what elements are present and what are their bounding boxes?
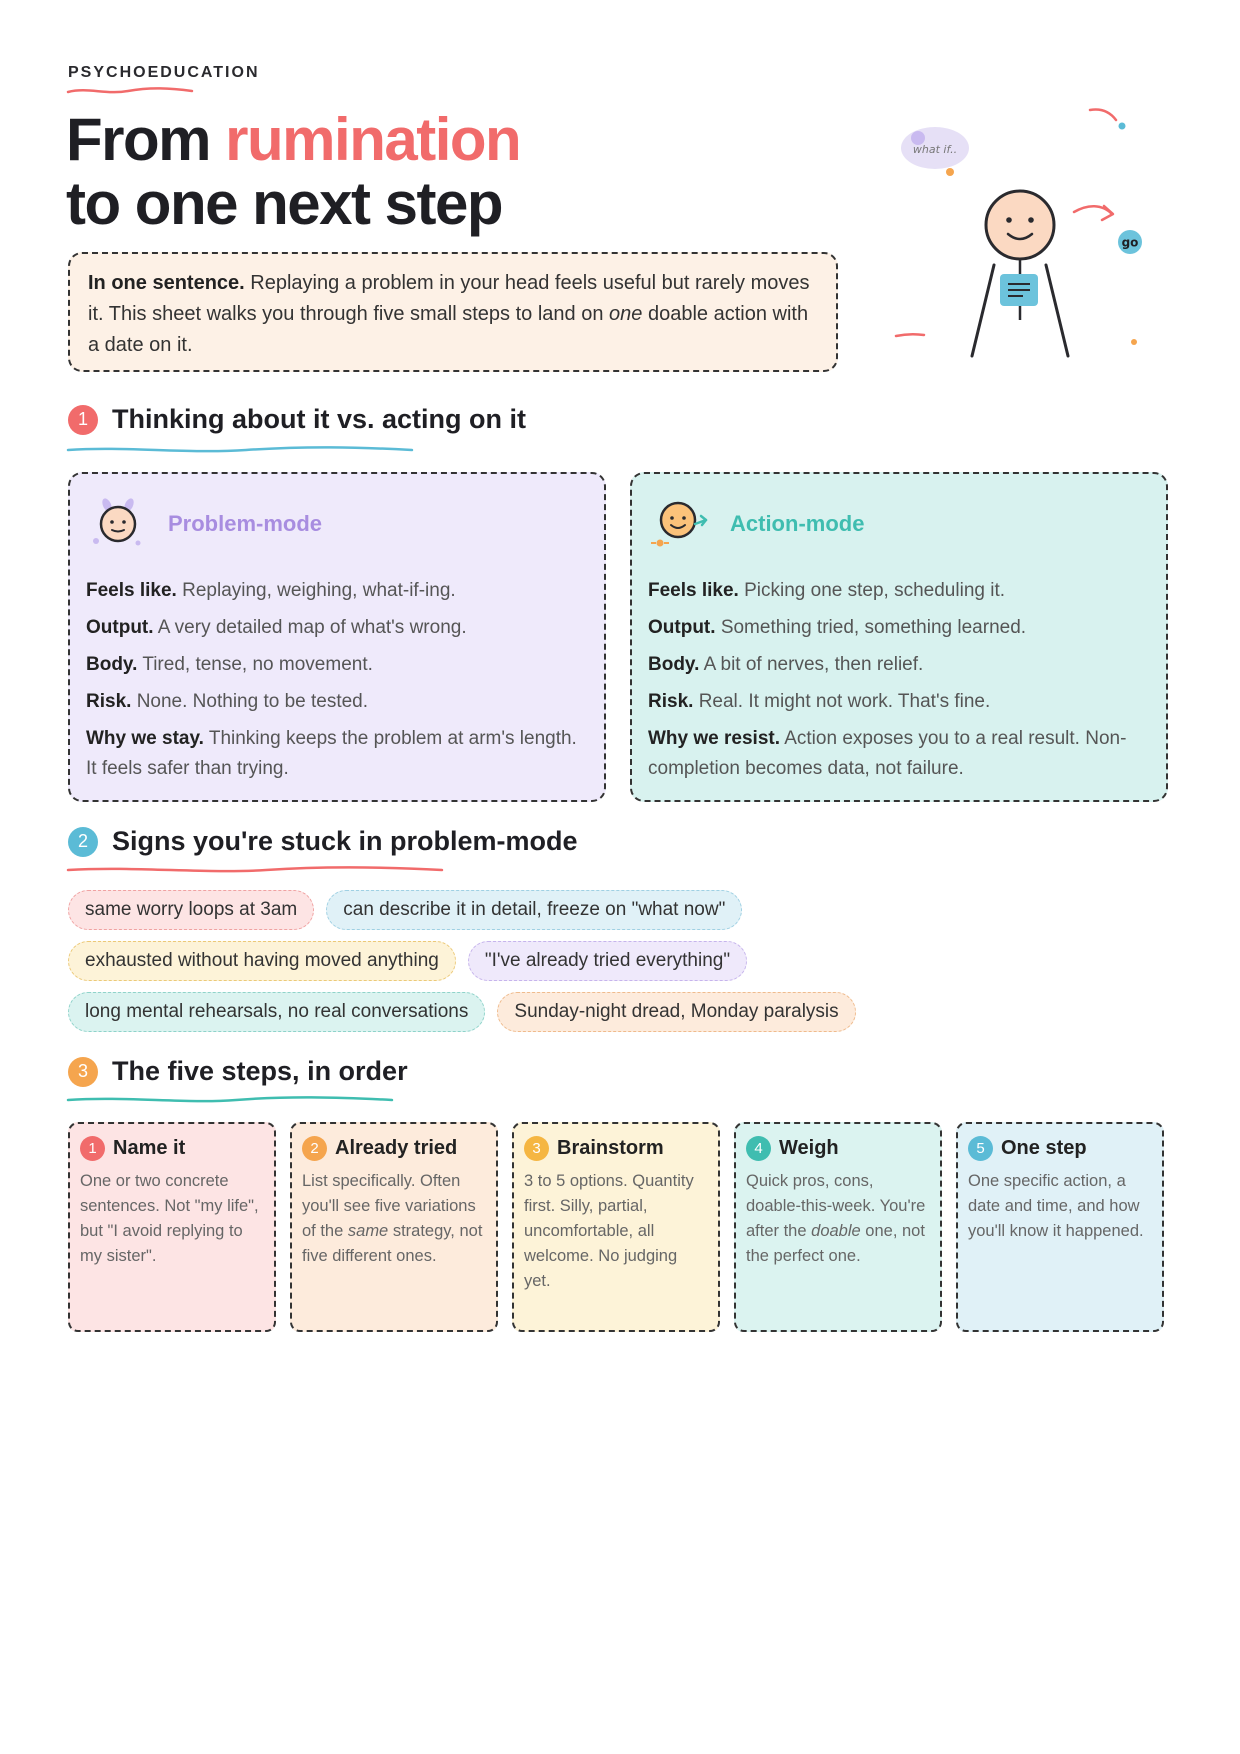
step-number: 4 [746, 1136, 771, 1161]
section-2-title: Signs you're stuck in problem-mode [112, 826, 578, 856]
problem-mode-title: Problem-mode [168, 511, 323, 536]
intro-lead: In one sentence. [88, 272, 245, 294]
step-description: 3 to 5 options. Quantity first. Silly, partial, uncomfortable, all welcome. No judging yet. [524, 1172, 694, 1290]
section-1-number: 1 [68, 405, 98, 435]
section-1-header [68, 404, 526, 435]
section-3-underline [66, 1094, 396, 1106]
sign-chip: can describe it in detail, freeze on "what now" [326, 890, 742, 930]
intro-emphasis: one [609, 303, 643, 325]
section-3-number: 3 [68, 1057, 98, 1087]
step-description: One specific action, a date and time, and how you'll know it happened. [968, 1172, 1144, 1240]
five-steps [68, 1122, 1164, 1332]
intro-text-1: Replaying a problem in your head feels useful but rarely moves it. This sheet walks you through five small steps to land on [88, 272, 810, 325]
action-row: Body. A bit of nerves, then relief. [648, 654, 924, 675]
worried-face-icon [86, 494, 150, 554]
sign-chip: same worry loops at 3am [68, 890, 314, 930]
intro-text-2: doable action with a date on it. [88, 303, 809, 356]
step-card [68, 1122, 276, 1332]
section-3-title: The five steps, in order [112, 1056, 408, 1086]
problem-mode-card [68, 472, 606, 802]
step-title: Brainstorm [557, 1137, 664, 1159]
stick-figure-illustration [890, 100, 1160, 370]
step-card [512, 1122, 720, 1332]
section-2-number: 2 [68, 827, 98, 857]
title-accent: rumination [225, 106, 521, 173]
step-number: 3 [524, 1136, 549, 1161]
stuck-signs-list [68, 890, 1068, 1043]
action-row: Feels like. Picking one step, scheduling it. [648, 580, 1006, 601]
step-title: Weigh [779, 1137, 839, 1159]
go-badge-text: go [1121, 235, 1139, 250]
sign-chip: exhausted without having moved anything [68, 941, 456, 981]
step-title: Name it [113, 1137, 186, 1159]
problem-row: Risk. None. Nothing to be tested. [86, 691, 369, 712]
problem-row: Why we stay. Thinking keeps the problem at arm's length. It feels safer than trying. [86, 728, 577, 779]
face-icon [986, 191, 1054, 259]
problem-row: Body. Tired, tense, no movement. [86, 654, 373, 675]
problem-row: Feels like. Replaying, weighing, what-if-ing. [86, 580, 456, 601]
step-description: List specifically. Often you'll see five variations of the same strategy, not five different ones. [302, 1172, 483, 1265]
action-row: Risk. Real. It might not work. That's fine. [648, 691, 991, 712]
action-row: Why we resist. Action exposes you to a real result. Non-completion becomes data, not failure. [648, 728, 1127, 779]
step-card [956, 1122, 1164, 1332]
moving-face-icon [648, 494, 712, 554]
page-title [66, 108, 520, 236]
title-prefix: From [66, 106, 210, 173]
step-description: One or two concrete sentences. Not "my life", but "I avoid replying to my sister". [80, 1172, 259, 1265]
sign-chip: "I've already tried everything" [468, 941, 747, 981]
action-mode-title: Action-mode [730, 511, 865, 536]
step-card [734, 1122, 942, 1332]
section-3-header [68, 1056, 408, 1087]
action-mode-card [630, 472, 1168, 802]
section-2-underline [66, 864, 446, 876]
title-line-2: to one next step [66, 170, 503, 237]
problem-row: Output. A very detailed map of what's wrong. [86, 617, 467, 638]
step-title: Already tried [335, 1137, 458, 1159]
section-1-underline [66, 444, 416, 456]
action-row: Output. Something tried, something learned. [648, 617, 1027, 638]
eyebrow-label: PSYCHOEDUCATION [68, 64, 260, 81]
squiggle-decoration [66, 86, 196, 96]
sign-chip: long mental rehearsals, no real conversations [68, 992, 485, 1032]
step-title: One step [1001, 1137, 1087, 1159]
section-1-title: Thinking about it vs. acting on it [112, 404, 526, 434]
step-number: 5 [968, 1136, 993, 1161]
step-number: 1 [80, 1136, 105, 1161]
sign-chip: Sunday-night dread, Monday paralysis [497, 992, 855, 1032]
step-number: 2 [302, 1136, 327, 1161]
step-description: Quick pros, cons, doable-this-week. You're after the doable one, not the perfect one. [746, 1172, 926, 1265]
bubble-text: what if.. [912, 143, 958, 156]
section-2-header [68, 826, 578, 857]
step-card [290, 1122, 498, 1332]
intro-box [68, 252, 838, 372]
